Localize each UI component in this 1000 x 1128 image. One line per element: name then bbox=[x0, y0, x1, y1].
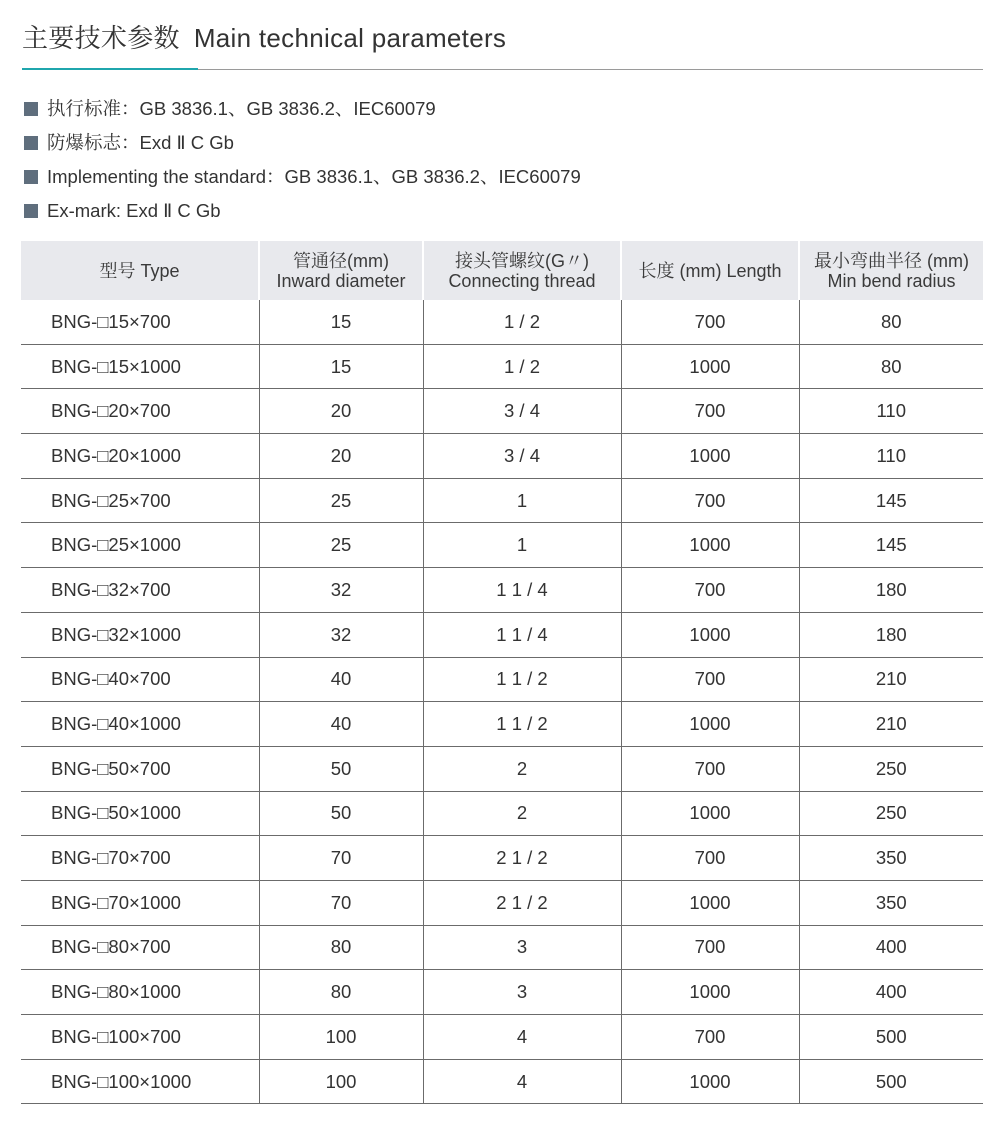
cell-connecting-thread: 3 / 4 bbox=[423, 389, 621, 434]
cell-type: BNG-□15×1000 bbox=[21, 344, 259, 389]
header-inward-diameter: 管通径(mm) Inward diameter bbox=[259, 241, 423, 300]
cell-type: BNG-□80×700 bbox=[21, 925, 259, 970]
header-connecting-thread: 接头管螺纹(G〃) Connecting thread bbox=[423, 241, 621, 300]
spec-item bbox=[24, 92, 581, 126]
cell-inward-diameter: 32 bbox=[259, 568, 423, 613]
cell-type: BNG-□50×1000 bbox=[21, 791, 259, 836]
cell-type: BNG-□70×700 bbox=[21, 836, 259, 881]
header-length: 长度 (mm) Length bbox=[621, 241, 799, 300]
table-row bbox=[21, 612, 983, 657]
cell-inward-diameter: 15 bbox=[259, 344, 423, 389]
page-title-en: Main technical parameters bbox=[193, 23, 507, 53]
table-row bbox=[21, 746, 983, 791]
spec-item bbox=[24, 194, 581, 228]
table-body bbox=[21, 300, 983, 1104]
cell-connecting-thread: 2 1 / 2 bbox=[423, 880, 621, 925]
cell-length: 700 bbox=[621, 389, 799, 434]
cell-inward-diameter: 20 bbox=[259, 389, 423, 434]
cell-length: 1000 bbox=[621, 791, 799, 836]
square-bullet-icon bbox=[24, 170, 38, 184]
cell-min-bend-radius: 400 bbox=[799, 970, 983, 1015]
cell-inward-diameter: 25 bbox=[259, 523, 423, 568]
cell-min-bend-radius: 500 bbox=[799, 1059, 983, 1104]
cell-min-bend-radius: 110 bbox=[799, 389, 983, 434]
cell-min-bend-radius: 110 bbox=[799, 434, 983, 479]
cell-type: BNG-□40×700 bbox=[21, 657, 259, 702]
cell-length: 1000 bbox=[621, 344, 799, 389]
cell-length: 1000 bbox=[621, 523, 799, 568]
cell-type: BNG-□40×1000 bbox=[21, 702, 259, 747]
cell-connecting-thread: 1 1 / 4 bbox=[423, 612, 621, 657]
cell-min-bend-radius: 210 bbox=[799, 657, 983, 702]
table-row bbox=[21, 434, 983, 479]
cell-length: 1000 bbox=[621, 702, 799, 747]
cell-length: 700 bbox=[621, 568, 799, 613]
cell-length: 1000 bbox=[621, 970, 799, 1015]
cell-min-bend-radius: 145 bbox=[799, 523, 983, 568]
table-row bbox=[21, 478, 983, 523]
cell-inward-diameter: 100 bbox=[259, 1059, 423, 1104]
table-row bbox=[21, 568, 983, 613]
table-header-row bbox=[21, 241, 983, 300]
cell-inward-diameter: 80 bbox=[259, 925, 423, 970]
cell-connecting-thread: 4 bbox=[423, 1059, 621, 1104]
cell-inward-diameter: 50 bbox=[259, 791, 423, 836]
cell-inward-diameter: 40 bbox=[259, 657, 423, 702]
cell-inward-diameter: 25 bbox=[259, 478, 423, 523]
cell-type: BNG-□20×700 bbox=[21, 389, 259, 434]
cell-connecting-thread: 4 bbox=[423, 1015, 621, 1060]
cell-length: 700 bbox=[621, 1015, 799, 1060]
square-bullet-icon bbox=[24, 136, 38, 150]
cell-connecting-thread: 1 / 2 bbox=[423, 344, 621, 389]
table-row bbox=[21, 1015, 983, 1060]
cell-type: BNG-□50×700 bbox=[21, 746, 259, 791]
cell-connecting-thread: 1 1 / 2 bbox=[423, 657, 621, 702]
table-row bbox=[21, 300, 983, 344]
cell-length: 700 bbox=[621, 657, 799, 702]
cell-inward-diameter: 40 bbox=[259, 702, 423, 747]
cell-length: 1000 bbox=[621, 434, 799, 479]
cell-length: 700 bbox=[621, 478, 799, 523]
cell-connecting-thread: 2 bbox=[423, 746, 621, 791]
spec-list bbox=[24, 92, 581, 228]
square-bullet-icon bbox=[24, 204, 38, 218]
cell-type: BNG-□100×700 bbox=[21, 1015, 259, 1060]
cell-min-bend-radius: 350 bbox=[799, 836, 983, 881]
cell-connecting-thread: 1 / 2 bbox=[423, 300, 621, 344]
cell-min-bend-radius: 250 bbox=[799, 746, 983, 791]
header-min-bend-radius: 最小弯曲半径 (mm) Min bend radius bbox=[799, 241, 983, 300]
cell-min-bend-radius: 210 bbox=[799, 702, 983, 747]
cell-length: 1000 bbox=[621, 880, 799, 925]
parameters-table bbox=[21, 241, 983, 1104]
cell-type: BNG-□100×1000 bbox=[21, 1059, 259, 1104]
cell-inward-diameter: 50 bbox=[259, 746, 423, 791]
cell-connecting-thread: 3 bbox=[423, 970, 621, 1015]
page-title-zh: 主要技术参数 bbox=[22, 23, 180, 53]
header-type: 型号 Type bbox=[21, 241, 259, 300]
cell-min-bend-radius: 350 bbox=[799, 880, 983, 925]
cell-type: BNG-□25×700 bbox=[21, 478, 259, 523]
cell-min-bend-radius: 500 bbox=[799, 1015, 983, 1060]
spec-text: 防爆标志：Exd Ⅱ C Gb bbox=[47, 132, 234, 153]
spec-text: Implementing the standard：GB 3836.1、GB 3836.2、IEC60079 bbox=[47, 166, 581, 187]
cell-min-bend-radius: 180 bbox=[799, 612, 983, 657]
cell-connecting-thread: 1 1 / 4 bbox=[423, 568, 621, 613]
cell-inward-diameter: 32 bbox=[259, 612, 423, 657]
cell-connecting-thread: 1 bbox=[423, 523, 621, 568]
cell-inward-diameter: 100 bbox=[259, 1015, 423, 1060]
cell-type: BNG-□32×1000 bbox=[21, 612, 259, 657]
cell-length: 1000 bbox=[621, 612, 799, 657]
cell-length: 1000 bbox=[621, 1059, 799, 1104]
cell-min-bend-radius: 80 bbox=[799, 300, 983, 344]
table-row bbox=[21, 1059, 983, 1104]
square-bullet-icon bbox=[24, 102, 38, 116]
table-row bbox=[21, 791, 983, 836]
cell-connecting-thread: 3 bbox=[423, 925, 621, 970]
cell-connecting-thread: 2 bbox=[423, 791, 621, 836]
page-title bbox=[22, 18, 506, 55]
spec-text: Ex-mark: Exd Ⅱ C Gb bbox=[47, 200, 221, 221]
spec-item bbox=[24, 160, 581, 194]
cell-connecting-thread: 3 / 4 bbox=[423, 434, 621, 479]
cell-connecting-thread: 1 1 / 2 bbox=[423, 702, 621, 747]
cell-length: 700 bbox=[621, 925, 799, 970]
cell-min-bend-radius: 250 bbox=[799, 791, 983, 836]
cell-inward-diameter: 70 bbox=[259, 880, 423, 925]
title-accent-line bbox=[22, 68, 198, 70]
spec-item bbox=[24, 126, 581, 160]
cell-type: BNG-□20×1000 bbox=[21, 434, 259, 479]
table-row bbox=[21, 702, 983, 747]
cell-length: 700 bbox=[621, 746, 799, 791]
cell-inward-diameter: 15 bbox=[259, 300, 423, 344]
spec-text: 执行标准：GB 3836.1、GB 3836.2、IEC60079 bbox=[47, 98, 436, 119]
cell-type: BNG-□25×1000 bbox=[21, 523, 259, 568]
table-row bbox=[21, 925, 983, 970]
cell-connecting-thread: 1 bbox=[423, 478, 621, 523]
cell-min-bend-radius: 145 bbox=[799, 478, 983, 523]
cell-length: 700 bbox=[621, 836, 799, 881]
table-row bbox=[21, 880, 983, 925]
cell-min-bend-radius: 180 bbox=[799, 568, 983, 613]
table-row bbox=[21, 657, 983, 702]
cell-inward-diameter: 20 bbox=[259, 434, 423, 479]
table-row bbox=[21, 523, 983, 568]
cell-min-bend-radius: 400 bbox=[799, 925, 983, 970]
cell-type: BNG-□80×1000 bbox=[21, 970, 259, 1015]
table-row bbox=[21, 389, 983, 434]
cell-inward-diameter: 70 bbox=[259, 836, 423, 881]
cell-length: 700 bbox=[621, 300, 799, 344]
cell-type: BNG-□32×700 bbox=[21, 568, 259, 613]
cell-min-bend-radius: 80 bbox=[799, 344, 983, 389]
cell-type: BNG-□15×700 bbox=[21, 300, 259, 344]
cell-connecting-thread: 2 1 / 2 bbox=[423, 836, 621, 881]
cell-inward-diameter: 80 bbox=[259, 970, 423, 1015]
table-row bbox=[21, 344, 983, 389]
table-row bbox=[21, 836, 983, 881]
cell-type: BNG-□70×1000 bbox=[21, 880, 259, 925]
table-row bbox=[21, 970, 983, 1015]
